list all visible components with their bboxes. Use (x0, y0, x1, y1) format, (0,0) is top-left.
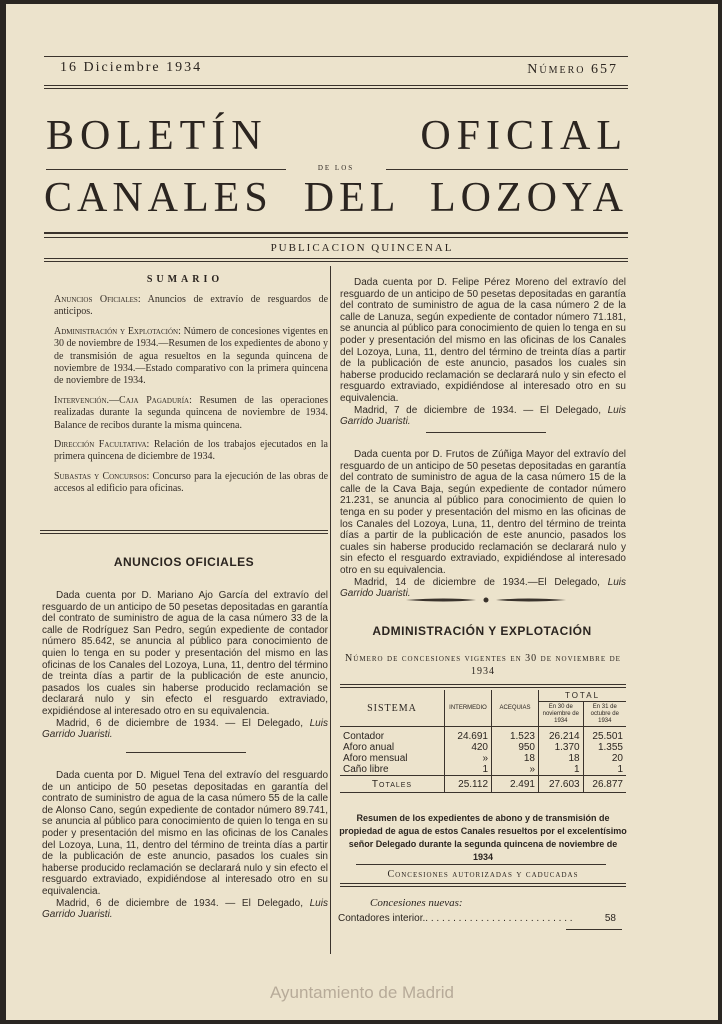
masthead-subtitle: CANALES DEL LOZOYA (44, 175, 628, 221)
notice-2: Dada cuenta por D. Miguel Tena del extravío del resguardo de un anticipo de 50 pesetas depositadas en garantía del contrato de suministro de agua de la casa número 55 de la calle de Alonso Cano, según expediente de contador número 89.741, se anuncia al público para conocimiento de quien lo tenga en su poder y presentación del mismo en las oficinas de los Canales del Lozoya, Luna, 11, dentro del término de treinta días a partir de la publicación de este anuncio, pasados los cuales sin haberse producido reclamación se declarará nulo y sin efecto el resguardo extraviado, expidiéndose al interesado otro en su equivalencia. Madrid, 6 de diciembre de 1934. — El Delegado, Luis Garrido Juaristi. (42, 770, 328, 921)
issue-number: Número 657 (527, 62, 618, 77)
sumario-item: Anuncios Oficiales: Anuncios de extravío de resguardos de anticipos. (54, 294, 329, 318)
notice-1: Dada cuenta por D. Mariano Ajo García del extravío del resguardo de un anticipo de 50 pesetas depositadas en garantía del contrato de suministro de agua de la casa número 33 de la calle de Rodríguez San Pedro, según expediente de contador número 85.642, se anuncia al público para conocimiento de quien lo tenga en su poder y presentación del mismo en las oficinas de los Canales del Lozoya, Luna, 11, dentro del término de treinta días a partir de la publicación de este anuncio, pasados los cuales sin haberse producido reclamación se declarará nulo y sin efecto el resguardo extraviado, expidiéndose al interesado otro en su equivalencia. Madrid, 6 de diciembre de 1934. — El Delegado, Luis Garrido Juaristi. (42, 590, 328, 741)
watermark: Ayuntamiento de Madrid (270, 983, 454, 1002)
header-rule (44, 258, 628, 259)
table-row: Aforo anual 420 950 1.370 1.355 (340, 742, 626, 753)
col-acequias: ACEQUIAS (492, 690, 539, 727)
header-rule (44, 232, 628, 234)
column-divider (330, 266, 331, 954)
table-total-row: Totales 25.112 2.491 27.603 26.877 (340, 776, 626, 793)
resumen-heading: Resumen de los expedientes de abono y de transmisión de propiedad de agua de estos Canales resueltos por el excelentísimo señor Delegado durante la segunda quincena de noviembre de 1934 (339, 813, 627, 862)
issue-date: 16 Diciembre 1934 (60, 60, 203, 75)
sumario-item: Dirección Facultativa: Relación de los trabajos ejecutados en la primera quincena de diciembre de 1934. (54, 439, 328, 463)
section-rule (356, 864, 606, 865)
notice-separator (426, 432, 546, 433)
notice-4: Dada cuenta por D. Frutos de Zúñiga Mayor del extravío del resguardo de un anticipo de 50 pesetas depositadas en garantía del contrato de suministro de agua de la casa número 15 de la calle de la Cava Baja, según expediente de contador número 21.231, se anuncia al público para conocimiento de quien lo tenga en su poder y presentación del mismo en las oficinas de los Canales del Lozoya, Luna, 11, dentro del término de treinta días a partir de la publicación de este anuncio, pasados los cuales sin haberse producido reclamación se declarará nulo y sin efecto el resguardo extraviado, expidiéndose al interesado otro en su equivalencia. Madrid, 14 de diciembre de 1934.—El Delegado, Luis Garrido Juaristi. (340, 449, 626, 600)
table-row: Caño libre 1 » 1 1 (340, 764, 626, 776)
section-rule (340, 883, 626, 884)
masthead-title: BOLETÍN OFICIAL (46, 113, 628, 159)
publication-frequency: PUBLICACION QUINCENAL (270, 242, 454, 254)
section-rule (40, 530, 328, 531)
masthead-de-los: DE LOS (317, 164, 355, 172)
header-rule (44, 88, 628, 89)
sumario-list (54, 294, 328, 503)
sumario-item: Intervención.—Caja Pagaduría: Resumen de las operaciones realizadas durante la segunda quincena de noviembre de 1934. Balance de recibos durante la misma quincena. (54, 394, 328, 431)
header-rule (44, 237, 628, 238)
nuevas-label: Concesiones nuevas: (370, 897, 463, 909)
administracion-heading: ADMINISTRACIÓN Y EXPLOTACIÓN (372, 624, 592, 638)
table-row: Contador 24.691 1.523 26.214 25.501 (340, 731, 626, 742)
table-rule (340, 687, 626, 688)
sumario-item: Subastas y Concursos: Concurso para la ejecución de las obras de accesos al edificio para oficinas. (54, 470, 329, 495)
header-rule (44, 85, 628, 86)
masthead-rule-right (386, 169, 628, 170)
section-rule (40, 533, 328, 534)
table-row: Aforo mensual » 18 18 20 (340, 753, 626, 764)
masthead-rule-left (46, 169, 286, 170)
notice-separator (126, 752, 246, 753)
sumario-heading: SUMARIO (146, 274, 224, 285)
concesiones-heading: Concesiones autorizadas y caducadas (387, 869, 579, 880)
col-intermedio: INTERMEDIO (445, 690, 492, 727)
notice-3: Dada cuenta por D. Felipe Pérez Moreno del extravío del resguardo de un anticipo de 50 pesetas depositadas en garantía del contrato de suministro de agua de la casa número 2 de la calle de Lanuza, según expediente de contador número 71.181, se anuncia al público para conocimiento de quien lo tenga en su poder y presentación del mismo en las oficinas de los Canales del Lozoya, Luna, 11, dentro del término de treinta días a partir de la publicación de este anuncio, pasados los cuales sin haberse producido reclamación se declarará nulo y sin efecto el resguardo extraviado, expidiéndose al interesado otro en su equivalencia. Madrid, 7 de diciembre de 1934. — El Delegado, Luis Garrido Juaristi. (340, 277, 626, 428)
col-total: TOTAL (539, 690, 627, 702)
section-rule (340, 886, 626, 887)
newspaper-page (6, 4, 718, 1020)
header-rule (44, 261, 628, 262)
ornament-divider (406, 596, 566, 604)
anuncios-heading: ANUNCIOS OFICIALES (113, 555, 255, 569)
contadores-value: 58 (604, 913, 616, 924)
sum-rule (566, 929, 622, 930)
header-rule-top (44, 56, 628, 57)
contadores-row: Contadores interior.. . . . . . . . . . . . . . . . . . . . . . . . . . . (338, 913, 573, 924)
concesiones-table-grid (340, 690, 626, 793)
col-sistema: SISTEMA (340, 690, 445, 727)
sumario-item: Administración y Explotación: Número de concesiones vigentes en 30 de noviembre de 1934.—Resumen de los expedientes de abono y de transmisión de agua resueltos en la segunda quincena de noviembre de 1934.—Estado comparativo con la primera quincena de noviembre de 1934. (54, 325, 329, 387)
concesiones-table-title: Número de concesiones vigentes en 30 de noviembre de 1934 (345, 653, 621, 677)
col-total-31: En 31 de octubre de 1934 (590, 703, 619, 724)
table-rule (340, 684, 626, 685)
dot-leader: . . . . . . . . . . . . . . . . . . . . . . . . . . (428, 913, 573, 924)
col-total-30: En 30 de noviembre de 1934 (539, 702, 584, 727)
